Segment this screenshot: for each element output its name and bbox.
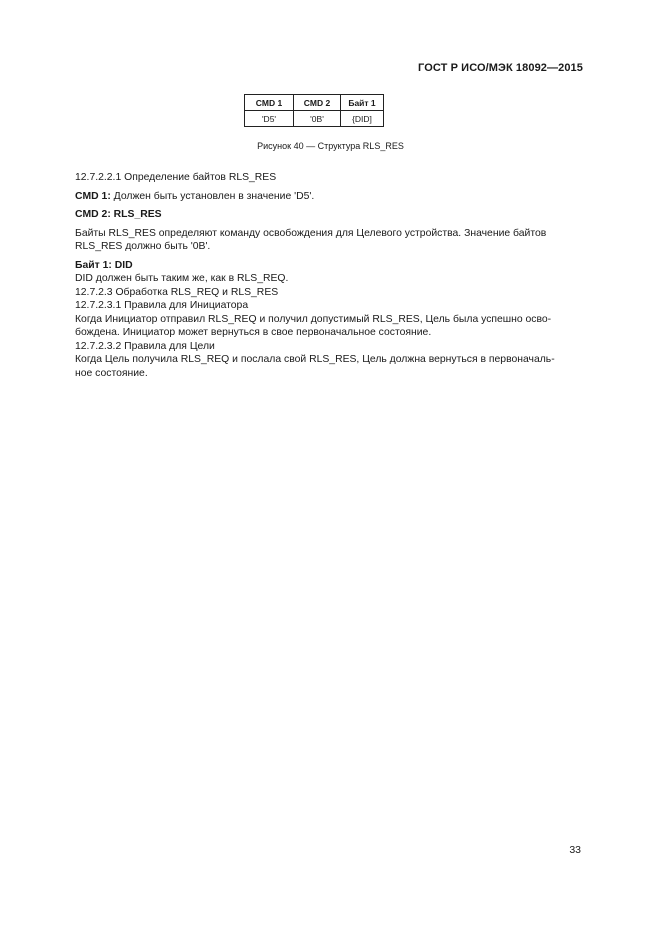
section-heading-12-7-2-3-1: 12.7.2.3.1 Правила для Инициатора [75,300,249,311]
section-heading-12-7-2-3: 12.7.2.3 Обработка RLS_REQ и RLS_RES [75,286,279,298]
paragraph-target-line2: ное состояние. [75,367,148,379]
table-header-cmd1: CMD 1 [245,95,294,111]
table-cell-byte1-value: {DID] [341,111,384,127]
standard-header: ГОСТ Р ИСО/МЭК 18092—2015 [418,62,583,74]
paragraph-target-line1: Когда Цель получила RLS_REQ и послала свой RLS_RES, Цель должна вернуться в первоначаль- [75,354,555,365]
paragraph-initiator-line1: Когда Инициатор отправил RLS_REQ и получил допустимый RLS_RES, Цель была успешно осво- [75,313,552,325]
cmd1-text: Должен быть установлен в значение 'D5'. [110,190,315,202]
cmd1-label: CMD 1: [75,190,111,202]
table-header-byte1: Байт 1 [341,95,384,111]
table-header-cmd2: CMD 2 [294,95,341,111]
paragraph-bytes-line2: RLS_RES должно быть '0B'. [75,241,211,252]
page-number: 33 [569,844,581,856]
table-cell-cmd1-value: 'D5' [245,111,294,127]
paragraph-cmd2: CMD 2: RLS_RES [75,209,162,220]
paragraph-byte1: Байт 1: DID [75,259,133,271]
table-row [245,111,384,127]
table-cell-cmd2-value: '0B' [294,111,341,127]
figure-caption: Рисунок 40 — Структура RLS_RES [257,141,404,151]
table-header-row [245,95,384,111]
section-heading-12-7-2-2-1: 12.7.2.2.1 Определение байтов RLS_RES [75,172,277,183]
paragraph-did: DID должен быть таким же, как в RLS_REQ. [75,273,289,284]
section-heading-12-7-2-3-2: 12.7.2.3.2 Правила для Цели [75,340,215,352]
paragraph-cmd1 [75,190,582,204]
rls-res-structure-table [244,94,384,127]
paragraph-initiator-line2: бождена. Инициатор может вернуться в свое первоначальное состояние. [75,327,432,338]
paragraph-bytes-line1: Байты RLS_RES определяют команду освобождения для Целевого устройства. Значение байтов [75,227,547,239]
document-body [75,171,582,380]
